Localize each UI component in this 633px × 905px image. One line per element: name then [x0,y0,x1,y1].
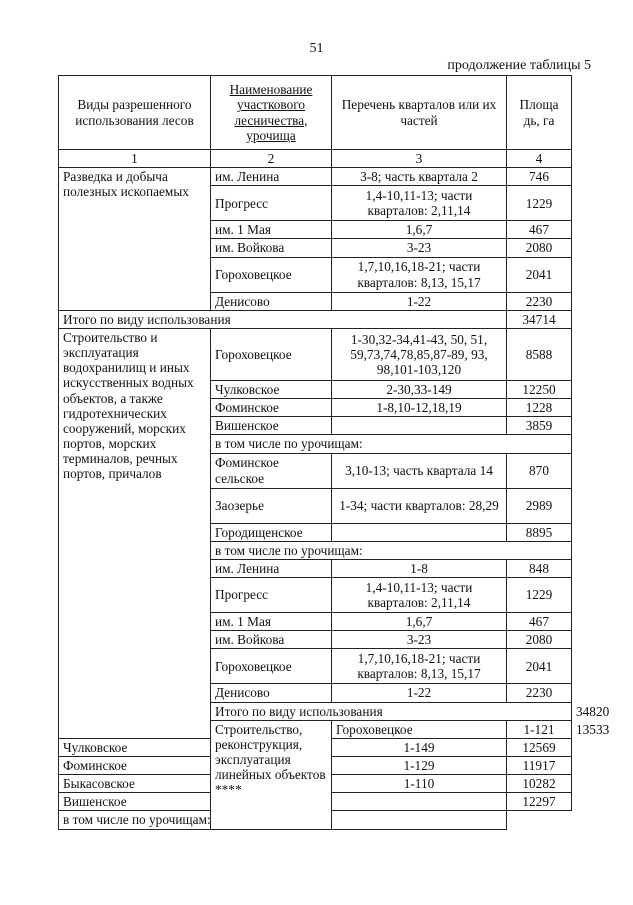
quarters-cell: 1-22 [332,292,507,310]
area-cell: 12297 [507,793,572,811]
total-row [59,310,572,328]
area-cell: 467 [507,221,572,239]
quarters-cell: 1-121 [507,720,572,738]
area-cell: 2230 [507,292,572,310]
total-row: Итого по виду использования 34820 [59,702,572,720]
forestry-name-cell: Гороховецкое [211,257,332,292]
forestry-name-cell: Фоминское [59,756,211,774]
quarters-cell: 3,10-13; часть квартала 14 [332,453,507,488]
area-cell: 8895 [507,523,572,541]
header-forestry-name-text: Наименование участкового лесничества, урочища [229,82,313,143]
col-number: 2 [211,150,332,168]
quarters-cell: 1,6,7 [332,613,507,631]
forestry-name-cell: им. 1 Мая [211,613,332,631]
forestry-name-cell: Денисово [211,292,332,310]
quarters-cell: 1-8 [332,559,507,577]
quarters-cell [332,523,507,541]
table-row [59,168,572,186]
forestry-name-cell: Заозерье [211,488,332,523]
area-cell: 467 [507,613,572,631]
forestry-name-cell: им. Ленина [211,559,332,577]
forestry-name-cell: им. Войкова [211,631,332,649]
page-number: 51 [309,41,324,56]
forestry-name-cell: Фоминское сельское [211,453,332,488]
quarters-cell: 3-8; часть квартала 2 [332,168,507,186]
area-cell: 2080 [507,239,572,257]
quarters-cell: 1-8,10-12,18,19 [332,399,507,417]
total-value: 34714 [507,310,572,328]
table-row [59,328,572,380]
subheader-cell: в том числе по урочищам: [211,435,572,453]
table-continuation-label: продолжение таблицы 5 [447,58,591,73]
quarters-cell: 3-23 [332,239,507,257]
subheader-cell: в том числе по урочищам: [211,541,572,559]
forestry-name-cell: Городищенское [211,523,332,541]
header-use-type: Виды разрешенного использования лесов [59,76,211,150]
area-cell: 2230 [507,684,572,702]
quarters-cell [332,417,507,435]
forestry-name-cell: Быкасовское [59,775,211,793]
quarters-cell: 1-34; части кварталов: 28,29 [332,488,507,523]
forestry-name-cell: им. Войкова [211,239,332,257]
quarters-cell: 2-30,33-149 [332,380,507,398]
area-cell: 12250 [507,380,572,398]
forest-use-table [58,75,610,830]
area-cell: 870 [507,453,572,488]
forestry-name-cell: Гороховецкое [211,328,332,380]
forestry-name-cell: Чулковское [211,380,332,398]
forestry-name-cell: Вишенское [211,417,332,435]
table-row: Строительство, реконструкция, эксплуатация линейных объектов **** Гороховецкое 1-121 13533 [59,720,572,738]
forestry-name-cell: им. 1 Мая [211,221,332,239]
area-cell: 1229 [507,186,572,221]
area-cell: 746 [507,168,572,186]
use-type-cell: Строительство и эксплуатация водохранилищ и иных искусственных водных объектов, а также гидротехнических сооружений, морских портов, морских терминалов, речных портов, причалов [59,328,211,738]
col-number: 1 [59,150,211,168]
total-label: Итого по виду использования [59,310,507,328]
area-cell: 1228 [507,399,572,417]
header-area: Площа дь, га [507,76,572,150]
quarters-cell [332,793,507,811]
quarters-cell: 1-149 [332,738,507,756]
quarters-cell: 1,7,10,16,18-21; части кварталов: 8,13, 15,17 [332,257,507,292]
area-cell: 2080 [507,631,572,649]
quarters-cell: 1,4-10,11-13; части кварталов: 2,11,14 [332,186,507,221]
area-cell: 3859 [507,417,572,435]
area-cell: 2041 [507,257,572,292]
area-cell: 1229 [507,578,572,613]
quarters-cell: 1,4-10,11-13; части кварталов: 2,11,14 [332,578,507,613]
header-quarters: Перечень кварталов или их частей [332,76,507,150]
area-cell: 848 [507,559,572,577]
forestry-name-cell: Фоминское [211,399,332,417]
quarters-cell: 1,6,7 [332,221,507,239]
forestry-name-cell: Чулковское [59,738,211,756]
quarters-cell: 1-22 [332,684,507,702]
quarters-cell: 1-129 [332,756,507,774]
area-cell: 8588 [507,328,572,380]
subheader-row [59,811,572,829]
col-number: 4 [507,150,572,168]
use-type-cell: Строительство, реконструкция, эксплуатация линейных объектов **** [211,720,332,829]
area-cell: 2989 [507,488,572,523]
subheader-cell: в том числе по урочищам: [59,811,507,829]
forestry-name-cell: Вишенское [59,793,211,811]
forestry-name-cell: Гороховецкое [211,649,332,684]
header-forestry-name [211,76,332,150]
forestry-name-cell: Денисово [211,684,332,702]
forestry-name-cell: Прогресс [211,578,332,613]
quarters-cell: 3-23 [332,631,507,649]
forestry-name-cell: Прогресс [211,186,332,221]
quarters-cell: 1,7,10,16,18-21; части кварталов: 8,13, 15,17 [332,649,507,684]
area-cell: 10282 [507,775,572,793]
quarters-cell: 1-30,32-34,41-43, 50, 51, 59,73,74,78,85,87-89, 93, 98,101-103,120 [332,328,507,380]
area-cell: 12569 [507,738,572,756]
use-type-cell: Разведка и добыча полезных ископаемых [59,168,211,311]
forestry-name-cell: им. Ленина [211,168,332,186]
quarters-cell: 1-110 [332,775,507,793]
total-label: Итого по виду использования [211,702,572,720]
forestry-name-cell: Гороховецкое [332,720,507,738]
col-number: 3 [332,150,507,168]
area-cell: 11917 [507,756,572,774]
area-cell: 2041 [507,649,572,684]
